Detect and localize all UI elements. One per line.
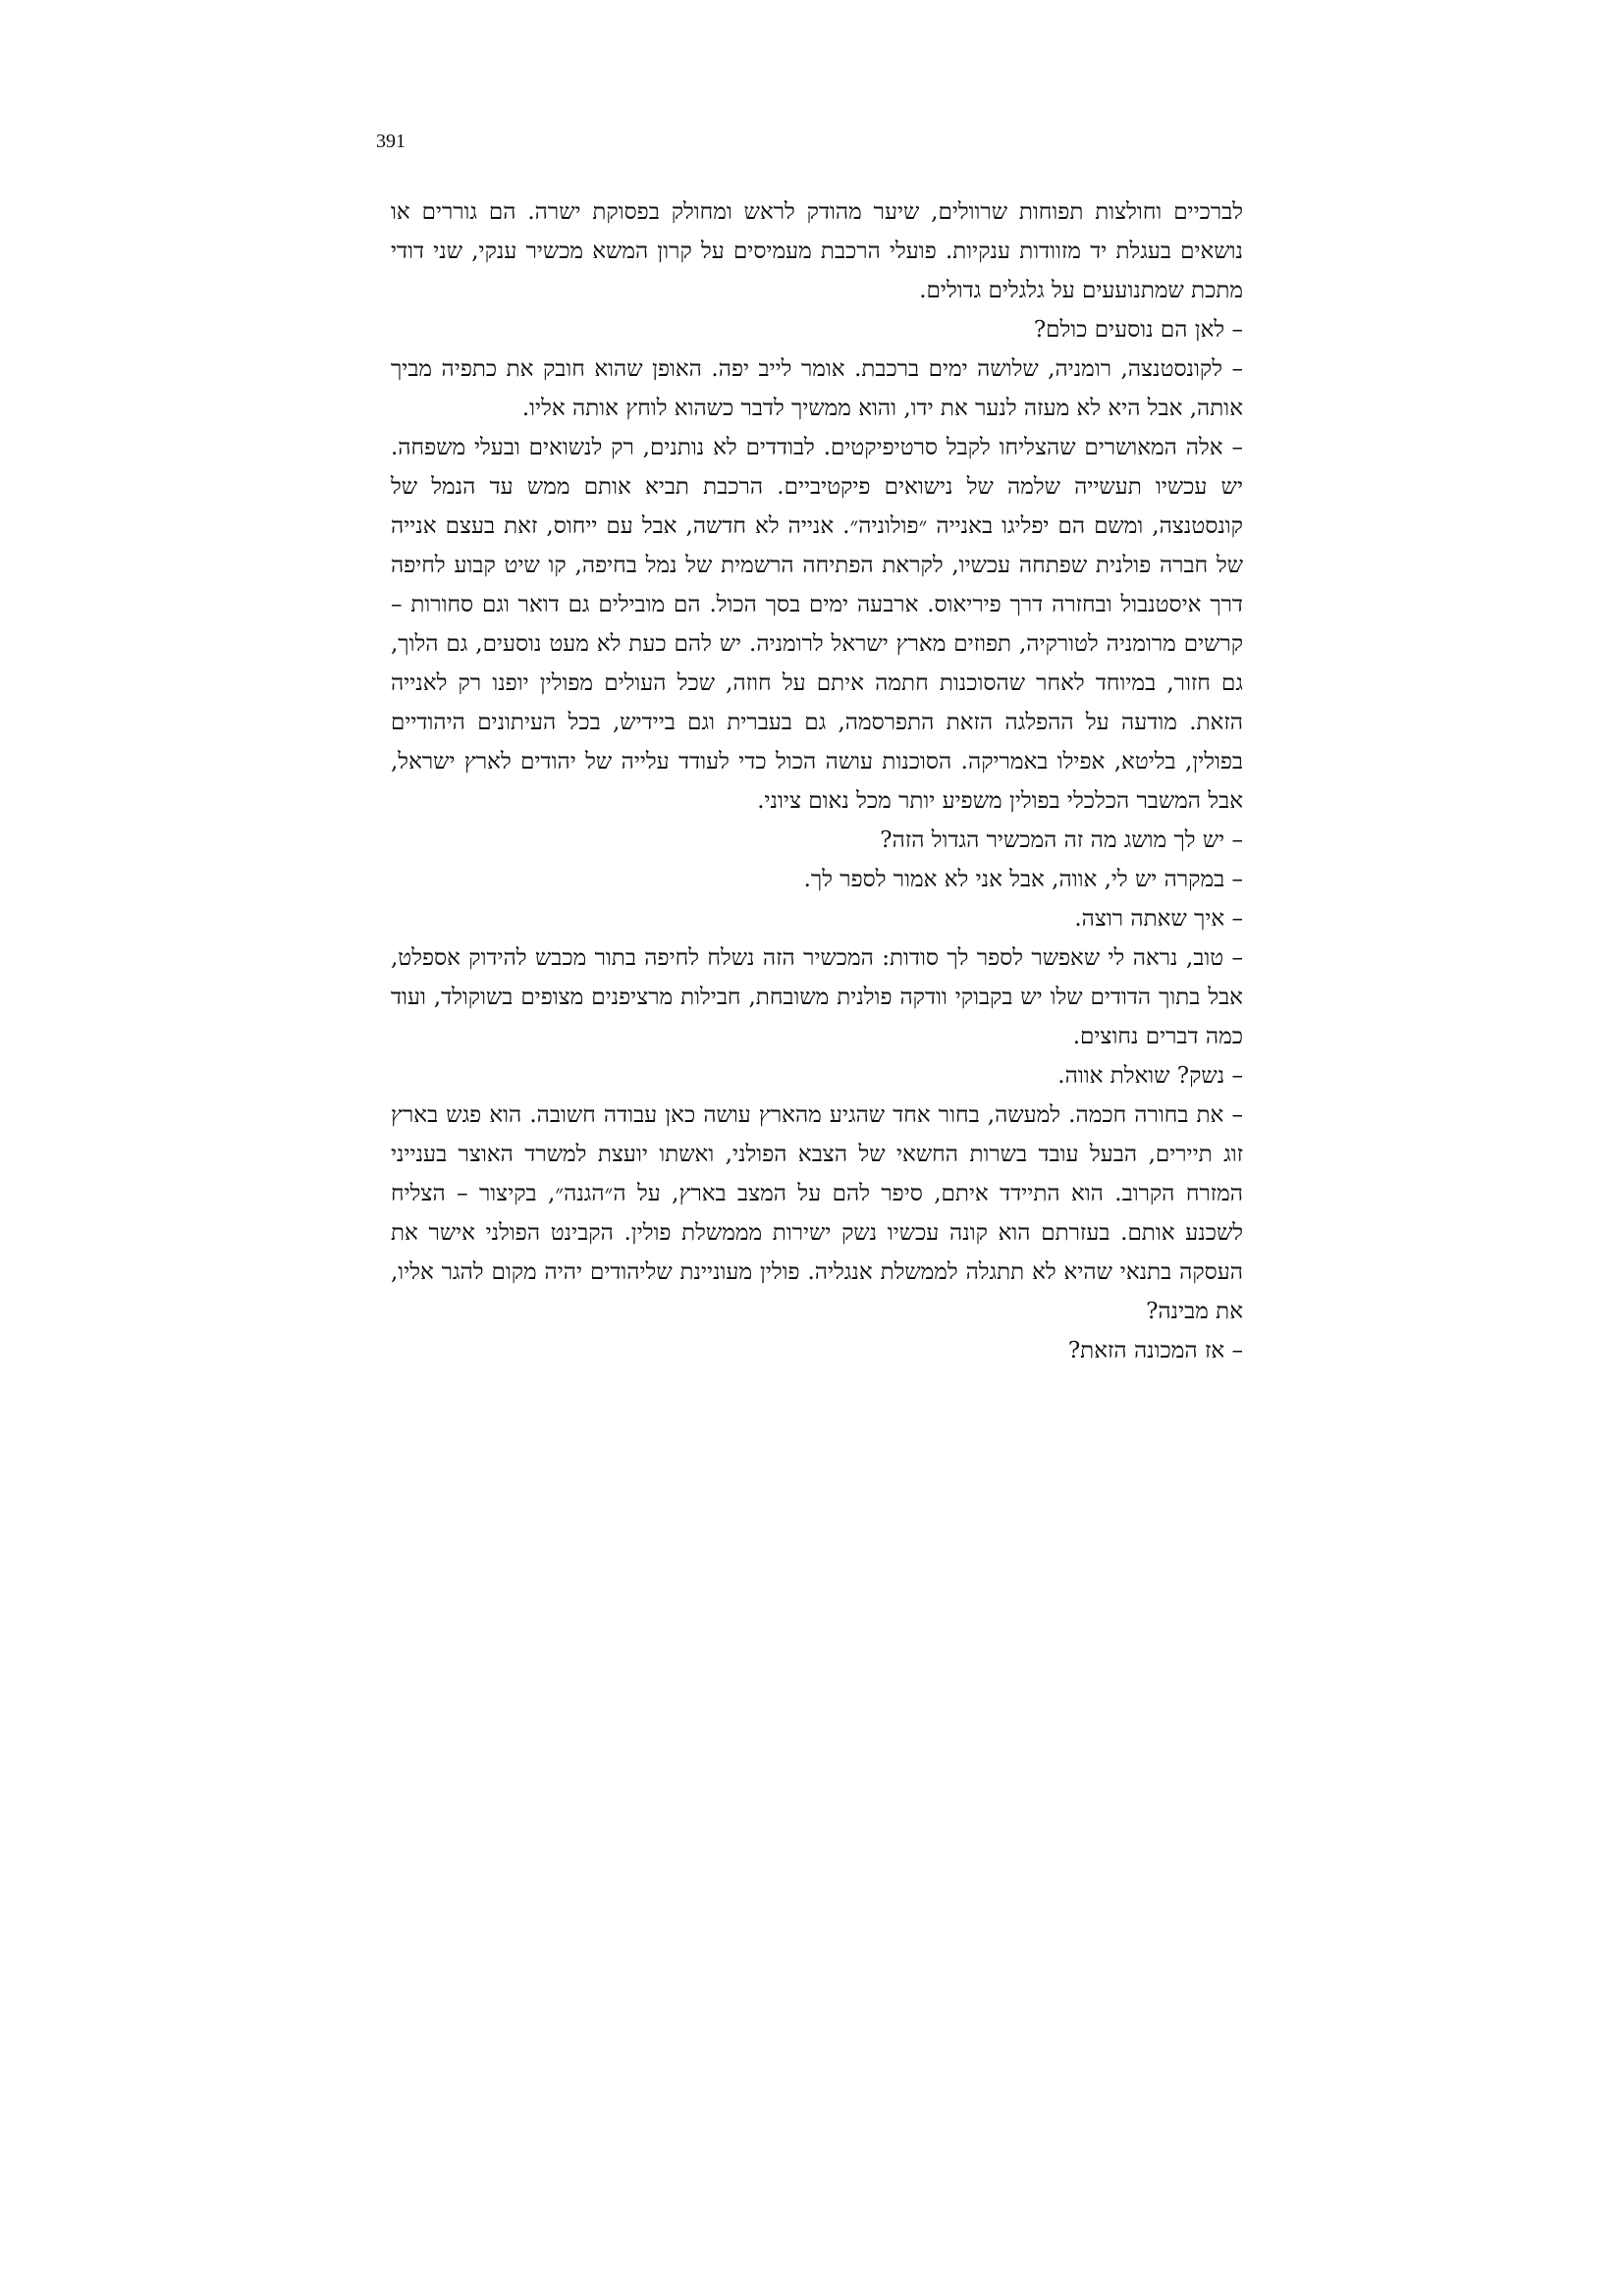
dialogue-line-3: – במקרה יש לי, אווה, אבל אני לא אמור לספר לך. [803,867,1243,892]
dialogue-line-4: – איך שאתה רוצה. [1074,906,1243,932]
paragraph-1: לברכיים וחולצות תפוחות שרוולים, שיער מהודק לראש ומחולק בפסוקת ישרה. הם גוררים או נושאים בעגלת יד מזוודות ענקיות. פועלי הרכבת מעמיסים על קרון המשא מכשיר ענקי, שני דודי מתכת שמתנועעים על גלגלים גדולים. [391,199,1243,303]
dialogue-line-1: – לאן הם נוסעים כולם? [1033,317,1243,343]
paragraph-2: – לקונסטנצה, רומניה, שלושה ימים ברכבת. אומר לייב יפה. האופן שהוא חובק את כתפיה מביך אותה, אבל היא לא מעזה לנער את ידו, והוא ממשיך לדבר כשהוא לוחץ אותה אליו. [391,356,1243,421]
dialogue-line-2: – יש לך מושג מה זה המכשיר הגדול הזה? [880,828,1243,853]
paragraph-5: – את בחורה חכמה. למעשה, בחור אחד שהגיע מהארץ עושה כאן עבודה חשובה. הוא פגש בארץ זוג תיירים, הבעל עובד בשרות החשאי של הצבא הפולני, ואשתו יועצת למשרד האוצר בענייני המזרח הקרוב. הוא התיידד איתם, סיפר להם על המצב בארץ, על ה״הגנה״, בקיצור – הצליח לשכנע אותם. בעזרתם הוא קונה עכשיו נשק ישירות מממשלת פולין. הקבינט הפולני אישר את העסקה בתנאי שהיא לא תתגלה לממשלת אנגליה. פולין מעוניינת שליהודים יהיה מקום להגר אליו, את מבינה? [391,1102,1244,1324]
dialogue-line-6: – אז המכונה הזאת? [1067,1338,1243,1363]
body-text [391,192,1243,1370]
paragraph-3: – אלה המאושרים שהצליחו לקבל סרטיפיקטים. לבודדים לא נותנים, רק לנשואים ובעלי משפחה. יש עכשיו תעשייה שלמה של נישואים פיקטיביים. הרכבת תביא אותם ממש עד הנמל של קונסטנצה, ומשם הם יפליגו באנייה ״פולוניה״. אנייה לא חדשה, אבל עם ייחוס, זאת בעצם אנייה של חברה פולנית שפתחה עכשיו, לקראת הפתיחה הרשמית של נמל בחיפה, קו שיט קבוע לחיפה דרך איסטנבול ובחזרה דרך פיריאוס. ארבעה ימים בסך הכול. הם מובילים גם דואר וגם סחורות – קרשים מרומניה לטורקיה, תפוזים מארץ ישראל לרומניה. יש להם כעת לא מעט נוסעים, גם הלוך, גם חזור, במיוחד לאחר שהסוכנות חתמה איתם על חוזה, שכל העולים מפולין יופנו רק לאנייה הזאת. מודעה על ההפלגה הזאת התפרסמה, גם בעברית וגם ביידיש, בכל העיתונים היהודיים בפולין, בליטא, אפילו באמריקה. הסוכנות עושה הכול כדי לעודד עלייה של יהודים לארץ ישראל, אבל המשבר הכלכלי בפולין משפיע יותר מכל נאום ציוני. [391,435,1243,814]
page-number: 391 [376,131,406,152]
paragraph-4: – טוב, נראה לי שאפשר לספר לך סודות: המכשיר הזה נשלח לחיפה בתור מכבש להידוק אספלט, אבל בתוך הדודים שלו יש בקבוקי וודקה פולנית משובחת, חבילות מרציפנים מצופים בשוקולד, ועוד כמה דברים נחוצים. [391,945,1243,1049]
dialogue-line-5: – נשק? שואלת אווה. [1057,1063,1243,1089]
